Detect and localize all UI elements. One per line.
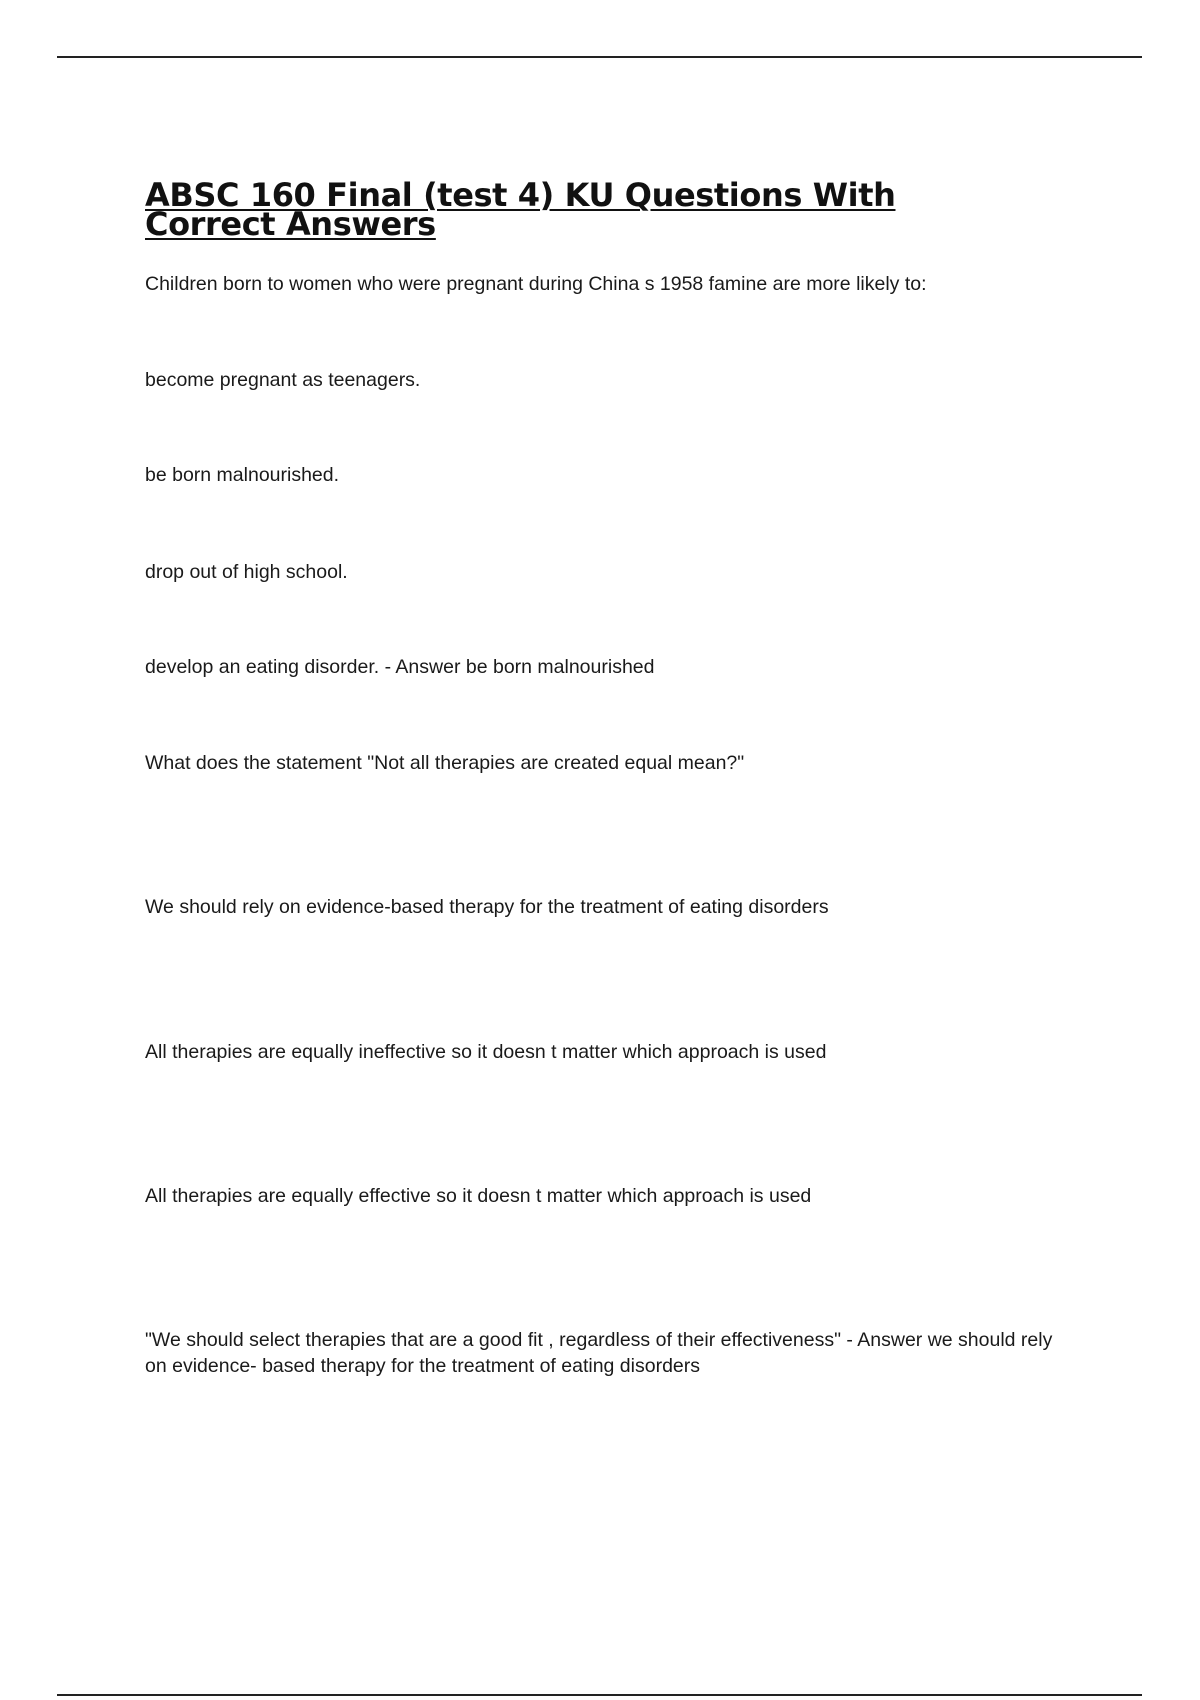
question-1-option-d-answer: develop an eating disorder. - Answer be born malnourished [145,656,655,678]
question-2-option-c: All therapies are equally effective so it doesn t matter which approach is used [145,1185,812,1207]
question-1-option-c: drop out of high school. [145,561,348,583]
question-1-option-b: be born malnourished. [145,464,340,486]
question-2-option-a: We should rely on evidence-based therapy for the treatment of eating disorders [145,896,829,918]
document-title: ABSC 160 Final (test 4) KU Questions With Correct Answers [145,176,896,243]
header-rule [57,56,1142,58]
question-2-text: What does the statement "Not all therapies are created equal mean?" [145,752,745,774]
question-1-option-a: become pregnant as teenagers. [145,369,421,391]
question-1-text: Children born to women who were pregnant during China s 1958 famine are more likely to: [145,273,927,295]
question-2-option-d-answer: "We should select therapies that are a good fit , regardless of their effectiveness" - Answer we should rely on evidence- based therapy for the treatment of eating disorders [145,1329,1053,1377]
question-2-option-b: All therapies are equally ineffective so it doesn t matter which approach is used [145,1041,827,1063]
footer-rule [57,1694,1142,1696]
